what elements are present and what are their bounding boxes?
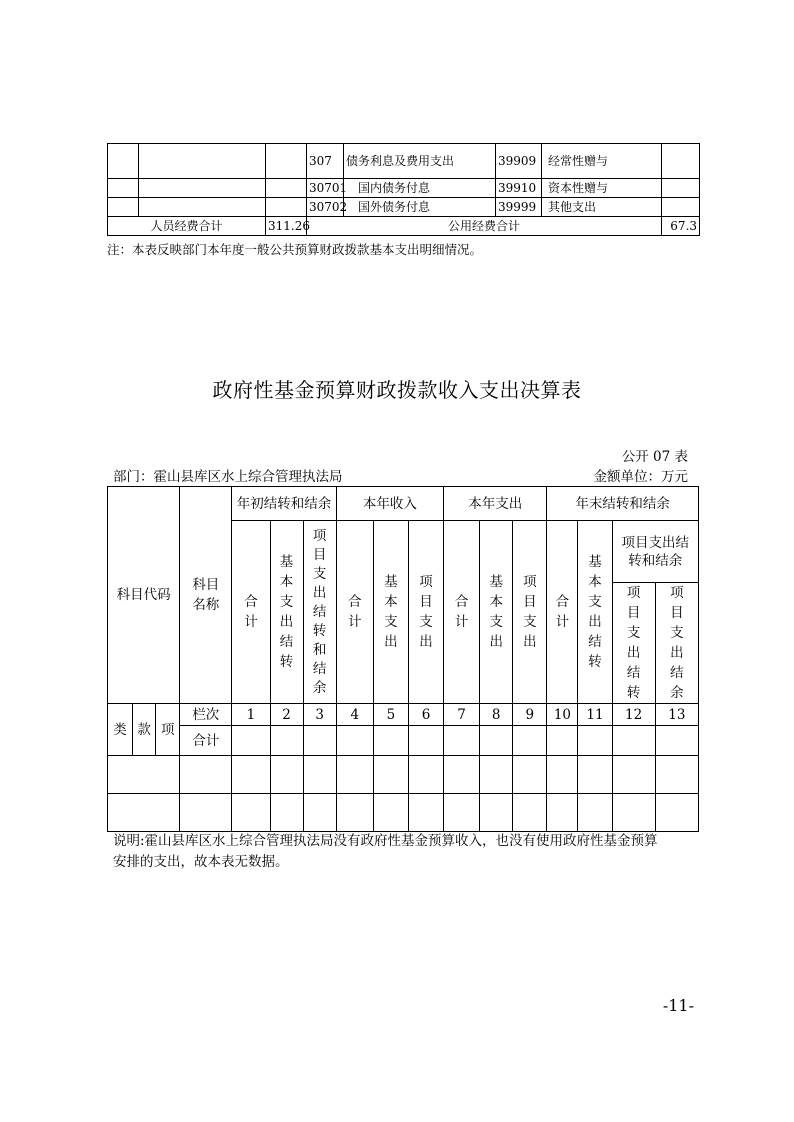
column-number: 11 <box>578 704 612 726</box>
column-number: 12 <box>612 704 655 726</box>
end-project-carry-balance-header: 项目支出结转和结余 <box>612 521 698 583</box>
table-row <box>108 144 700 179</box>
class-header: 类 <box>108 704 133 756</box>
income-project-header: 项目支出 <box>408 521 443 704</box>
expense-total-header: 合计 <box>444 521 480 704</box>
end-total-header: 合计 <box>547 521 578 704</box>
econ-code-cell: 39999 <box>496 198 542 217</box>
econ-name-cell: 其他支出 <box>542 198 662 217</box>
column-number: 2 <box>270 704 303 726</box>
subject-code-header: 科目代码 <box>108 487 180 704</box>
begin-total-header: 合计 <box>232 521 270 704</box>
personnel-total-value: 311.26 <box>266 217 307 236</box>
page-title: 政府性基金预算财政拨款收入支出决算表 <box>212 378 582 402</box>
column-number: 9 <box>513 704 547 726</box>
total-label: 合计 <box>180 726 232 756</box>
econ-name-cell: 债务利息及费用支出 <box>344 144 496 179</box>
column-number: 6 <box>408 704 443 726</box>
econ-code-cell: 307 <box>307 144 344 179</box>
public-total-value: 67.3 <box>662 217 700 236</box>
table-row <box>108 794 699 832</box>
personnel-total-label: 人员经费合计 <box>108 217 266 236</box>
end-project-carry-header: 项目支出结转 <box>612 583 655 704</box>
fund-budget-table <box>107 486 699 832</box>
bottom-note-line-1: 说明:霍山县库区水上综合管理执法局没有政府性基金预算收入，也没有使用政府性基金预算 <box>113 833 658 849</box>
econ-code-cell: 30702 <box>307 198 344 217</box>
column-number: 7 <box>444 704 480 726</box>
bottom-note-line-2: 安排的支出，故本表无数据。 <box>113 854 289 870</box>
end-basic-carry-header: 基本支出结转 <box>578 521 612 704</box>
end-balance-header: 年末结转和结余 <box>547 487 699 521</box>
begin-balance-header: 年初结转和结余 <box>232 487 336 521</box>
expense-project-header: 项目支出 <box>513 521 547 704</box>
form-number: 公开 07 表 <box>621 449 688 465</box>
begin-project-carry-balance-header: 项目支出结转和结余 <box>303 521 336 704</box>
column-number: 1 <box>232 704 270 726</box>
table-row-total <box>108 217 700 236</box>
expense-basic-header: 基本支出 <box>480 521 513 704</box>
total-row <box>108 726 699 756</box>
column-number: 8 <box>480 704 513 726</box>
end-project-balance-header: 项目支出结余 <box>655 583 698 704</box>
column-number: 3 <box>303 704 336 726</box>
column-number: 13 <box>655 704 698 726</box>
econ-name-cell: 资本性赠与 <box>542 179 662 198</box>
table-row <box>108 179 700 198</box>
begin-basic-carry-header: 基本支出结转 <box>270 521 303 704</box>
top-table-note: 注：本表反映部门本年度一般公共预算财政拨款基本支出明细情况。 <box>107 242 483 257</box>
basic-expense-detail-table <box>107 143 700 236</box>
income-basic-header: 基本支出 <box>373 521 408 704</box>
expense-header: 本年支出 <box>444 487 547 521</box>
subject-name-header: 科目名称 <box>180 487 232 704</box>
econ-code-cell: 39910 <box>496 179 542 198</box>
public-total-label: 公用经费合计 <box>307 217 662 236</box>
xiang-header: 项 <box>156 704 180 756</box>
column-index-label: 栏次 <box>180 704 232 726</box>
column-number: 5 <box>373 704 408 726</box>
econ-name-cell: 国内债务付息 <box>344 179 496 198</box>
income-header: 本年收入 <box>336 487 443 521</box>
table-row <box>108 756 699 794</box>
econ-name-cell: 国外债务付息 <box>344 198 496 217</box>
page-number: -11- <box>662 996 694 1015</box>
econ-code-cell: 30701 <box>307 179 344 198</box>
unit-label: 金额单位：万元 <box>593 469 688 485</box>
header-row-1 <box>108 487 699 521</box>
econ-name-cell: 经常性赠与 <box>542 144 662 179</box>
econ-code-cell: 39909 <box>496 144 542 179</box>
column-number: 10 <box>547 704 578 726</box>
table-row <box>108 198 700 217</box>
income-total-header: 合计 <box>336 521 373 704</box>
column-number: 4 <box>336 704 373 726</box>
department-label: 部门：霍山县库区水上综合管理执法局 <box>113 469 343 485</box>
column-index-row <box>108 704 699 726</box>
kuan-header: 款 <box>133 704 156 756</box>
